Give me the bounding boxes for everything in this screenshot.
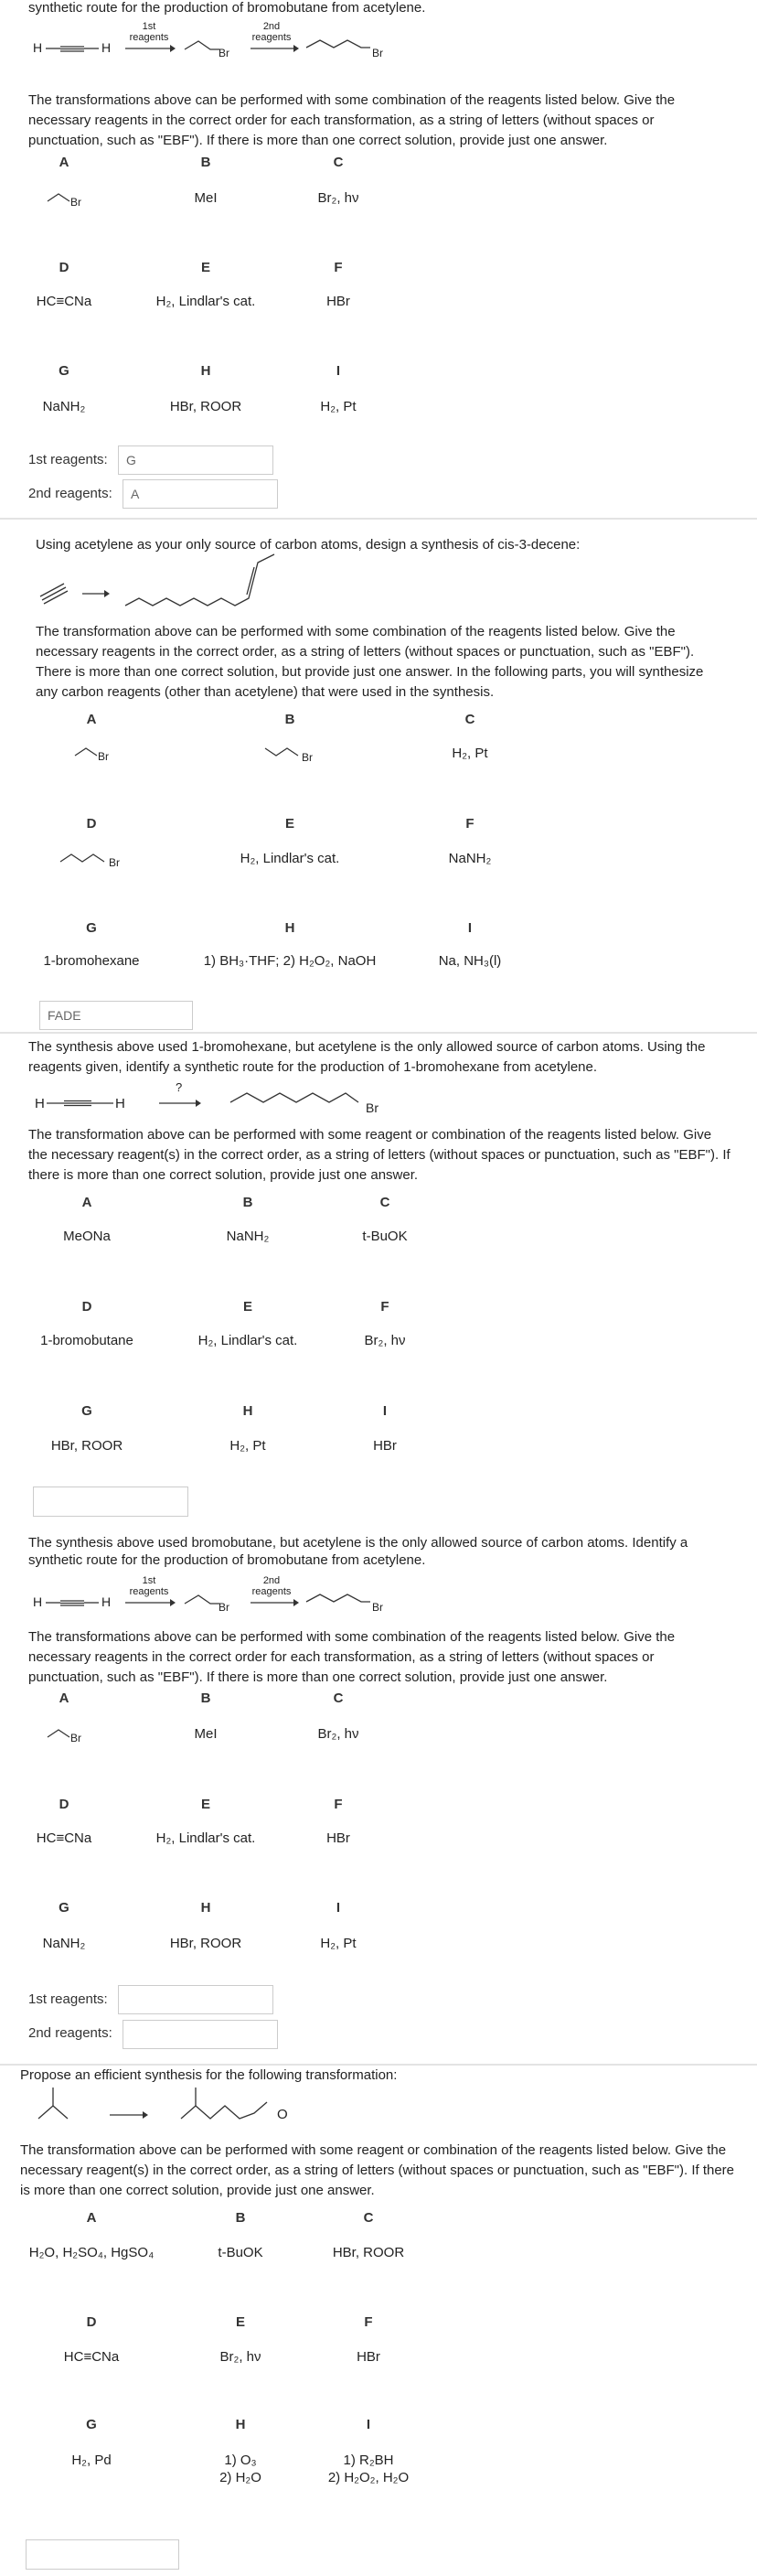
reagent-d: HC≡CNa <box>63 2349 120 2365</box>
reagent-e: H₂, Lindlar's cat. <box>197 1333 298 1348</box>
q5-aldehyde-o: O <box>277 2107 288 2122</box>
col-f: F <box>334 1797 343 1812</box>
arrow2-label: 2nd reagents <box>251 1575 292 1597</box>
reagent-d: HC≡CNa <box>36 1830 92 1846</box>
col-f: F <box>465 816 474 832</box>
reagent-b: t-BuOK <box>218 2245 263 2260</box>
reagent-a: MeONa <box>63 1229 111 1244</box>
reagent-d-br: Br <box>109 856 120 869</box>
reagent-b: NaNH₂ <box>226 1229 270 1244</box>
first-reagents-label: 1st reagents: <box>28 452 108 467</box>
q1-title: synthetic route for the production of bromobutane from acetylene. <box>28 0 426 16</box>
reagent-b-br: Br <box>302 751 313 764</box>
acetylene-h-right: H <box>101 40 112 55</box>
col-g: G <box>86 920 97 936</box>
reagent-f: HBr <box>357 2349 380 2365</box>
reagent-a: H₂O, H₂SO₄, HgSO₄ <box>28 2245 155 2260</box>
q2-title: Using acetylene as your only source of carbon atoms, design a synthesis of cis-3-decene: <box>36 537 581 553</box>
acetylene-h-left: H <box>33 40 43 55</box>
reagent-a-br: Br <box>98 750 109 763</box>
col-d: D <box>86 2314 97 2330</box>
col-i: I <box>382 1403 388 1419</box>
col-h: H <box>200 363 211 379</box>
q2-instructions: The transformation above can be performed with some combination of the reagents listed below. Give the necessary reagents in the correct order, as a string of letters (without spaces or punctuation, such as "EBF"). There is more than one correct solution, but provide just one answer. In the following parts, you will synthesize any carbon reagents (other than acetylene) that were used in the synthesis. <box>36 624 704 700</box>
col-e: E <box>284 816 294 832</box>
col-a: A <box>86 712 97 727</box>
col-e: E <box>235 2314 245 2330</box>
q1-instructions: The transformations above can be performed with some combination of the reagents listed below. Give the necessary reagents in the correct order for each transformation, as a string of letters (without spaces or punctuation, such as "EBF"). If there is more than one correct solution, provide just one answer. <box>28 92 676 148</box>
col-e: E <box>200 1797 210 1812</box>
col-c: C <box>333 155 344 170</box>
col-i: I <box>336 1900 341 1916</box>
q3-answer-input[interactable] <box>33 1487 188 1517</box>
col-f: F <box>364 2314 373 2330</box>
q5-answer-input[interactable] <box>26 2539 179 2570</box>
reagent-h: HBr, ROOR <box>169 399 242 414</box>
col-i: I <box>336 363 341 379</box>
col-a: A <box>59 1690 69 1706</box>
col-b: B <box>242 1195 253 1210</box>
reagent-f: HBr <box>326 1830 350 1846</box>
question-2 <box>0 521 757 1032</box>
second-reagents-label: 2nd reagents: <box>28 2025 112 2041</box>
reagent-b: MeI <box>194 1726 218 1742</box>
reagent-a-br: Br <box>70 196 81 209</box>
col-h: H <box>235 2417 246 2432</box>
reagent-c: Br₂, hν <box>317 190 359 206</box>
col-b: B <box>200 155 211 170</box>
arrow1-label: 1st reagents <box>129 1575 169 1597</box>
reagent-h: H₂, Pt <box>229 1438 266 1454</box>
second-reagents-input[interactable] <box>123 479 278 509</box>
q4-title-line2: synthetic route for the production of bromobutane from acetylene. <box>28 1552 426 1568</box>
q3-scheme <box>0 1035 1 1036</box>
col-c: C <box>363 2210 374 2226</box>
q5-instructions: The transformation above can be performed with some reagent or combination of the reagents listed below. Give the necessary reagent(s) in the correct order, as a string of letters (without spaces or punctuation, such as "EBF"). If there is more than one correct solution, provide just one answer. <box>20 2142 735 2198</box>
q3-instructions: The transformation above can be performed with some reagent or combination of the reagents listed below. Give the necessary reagent(s) in the correct order, as a string of letters (without spaces or punctuation, such as "EBF"). If there is more than one correct solution, provide just one answer. <box>28 1127 730 1183</box>
q1-product-label: Br <box>372 47 383 59</box>
reagent-d: 1-bromobutane <box>40 1333 133 1348</box>
reagent-c: HBr, ROOR <box>332 2245 405 2260</box>
col-d: D <box>59 1797 69 1812</box>
reagent-h: HBr, ROOR <box>169 1936 242 1951</box>
col-b: B <box>235 2210 246 2226</box>
question-5 <box>0 2066 757 2576</box>
reagent-g: NaNH₂ <box>42 1936 86 1951</box>
reagent-e: H₂, Lindlar's cat. <box>155 1830 256 1846</box>
reagent-c: H₂, Pt <box>452 746 488 761</box>
reagent-g: H₂, Pd <box>71 2453 112 2468</box>
reagent-c: t-BuOK <box>362 1229 408 1244</box>
reagent-i: HBr <box>373 1438 397 1454</box>
col-f: F <box>334 260 343 275</box>
q3-unknown-reagent: ? <box>176 1080 183 1094</box>
q3-title: The synthesis above used 1-bromohexane, but acetylene is the only allowed source of carbon atoms. Using the reagents given, identify a synthetic route for the production of 1-bromohexane from acetylene. <box>28 1039 706 1075</box>
col-i: I <box>366 2417 371 2432</box>
acetylene-h-left: H <box>33 1594 43 1609</box>
col-i: I <box>467 920 473 936</box>
reagent-f: Br₂, hν <box>364 1333 406 1348</box>
q4-title-line1: The synthesis above used bromobutane, but acetylene is the only allowed source of carbon atoms. Identify a <box>28 1535 688 1551</box>
divider <box>0 518 757 520</box>
question-3 <box>0 1035 757 1529</box>
col-a: A <box>81 1195 92 1210</box>
col-c: C <box>464 712 475 727</box>
col-d: D <box>81 1299 92 1315</box>
col-g: G <box>59 363 69 379</box>
col-h: H <box>242 1403 253 1419</box>
reagent-i-line2: 2) H₂O₂, H₂O <box>327 2470 410 2485</box>
first-reagents-input[interactable] <box>118 1985 273 2014</box>
reagent-e: Br₂, hν <box>219 2349 261 2365</box>
first-reagents-label: 1st reagents: <box>28 1991 108 2007</box>
col-d: D <box>59 260 69 275</box>
q3-h-left: H <box>35 1096 45 1111</box>
arrow2-label: 2nd reagents <box>251 21 292 43</box>
reagent-g: HBr, ROOR <box>50 1438 123 1454</box>
col-e: E <box>200 260 210 275</box>
col-h: H <box>200 1900 211 1916</box>
q4-product-label: Br <box>372 1601 383 1614</box>
q5-title: Propose an efficient synthesis for the following transformation: <box>20 2067 398 2083</box>
reagent-b: MeI <box>194 190 218 206</box>
reagent-a-br: Br <box>70 1732 81 1744</box>
col-g: G <box>59 1900 69 1916</box>
col-e: E <box>242 1299 252 1315</box>
col-b: B <box>284 712 295 727</box>
q3-product-br: Br <box>366 1100 378 1115</box>
col-h: H <box>284 920 295 936</box>
col-a: A <box>86 2210 97 2226</box>
reagent-h-line1: 1) O₃ <box>224 2453 257 2468</box>
reagent-i: H₂, Pt <box>320 1936 357 1951</box>
first-reagents-input[interactable] <box>118 445 273 475</box>
reagent-g: NaNH₂ <box>42 399 86 414</box>
reagent-i: Na, NH₃(l) <box>438 953 502 969</box>
q4-bromide-label: Br <box>219 1601 229 1614</box>
divider <box>0 1032 757 1034</box>
second-reagents-label: 2nd reagents: <box>28 486 112 501</box>
col-g: G <box>86 2417 97 2432</box>
second-reagents-input[interactable] <box>123 2020 278 2049</box>
col-d: D <box>86 816 97 832</box>
reagent-i-line1: 1) R₂BH <box>343 2453 394 2468</box>
reagent-d: HC≡CNa <box>36 294 92 309</box>
col-b: B <box>200 1690 211 1706</box>
reagent-f: HBr <box>326 294 350 309</box>
q2-answer-input[interactable] <box>39 1001 193 1030</box>
col-c: C <box>333 1690 344 1706</box>
reagent-h: 1) BH₃·THF; 2) H₂O₂, NaOH <box>203 953 377 969</box>
reagent-e: H₂, Lindlar's cat. <box>155 294 256 309</box>
q1-bromide-label: Br <box>219 47 229 59</box>
reagent-i: H₂, Pt <box>320 399 357 414</box>
reagent-h-line2: 2) H₂O <box>219 2470 261 2485</box>
arrow1-label: 1st reagents <box>129 21 169 43</box>
reagent-e: H₂, Lindlar's cat. <box>240 851 340 866</box>
col-f: F <box>380 1299 389 1315</box>
col-g: G <box>81 1403 92 1419</box>
q4-instructions: The transformations above can be performed with some combination of the reagents listed below. Give the necessary reagents in the correct order for each transformation, as a string of letters (without spaces or punctuation, such as "EBF"). If there is more than one correct solution, provide just one answer. <box>28 1629 676 1685</box>
question-4 <box>0 1535 757 2067</box>
col-c: C <box>379 1195 390 1210</box>
reagent-g: 1-bromohexane <box>43 953 140 969</box>
reagent-c: Br₂, hν <box>317 1726 359 1742</box>
col-a: A <box>59 155 69 170</box>
acetylene-h-right: H <box>101 1594 112 1609</box>
reagent-f: NaNH₂ <box>448 851 492 866</box>
question-1 <box>0 0 757 517</box>
q3-h-right: H <box>115 1096 125 1111</box>
